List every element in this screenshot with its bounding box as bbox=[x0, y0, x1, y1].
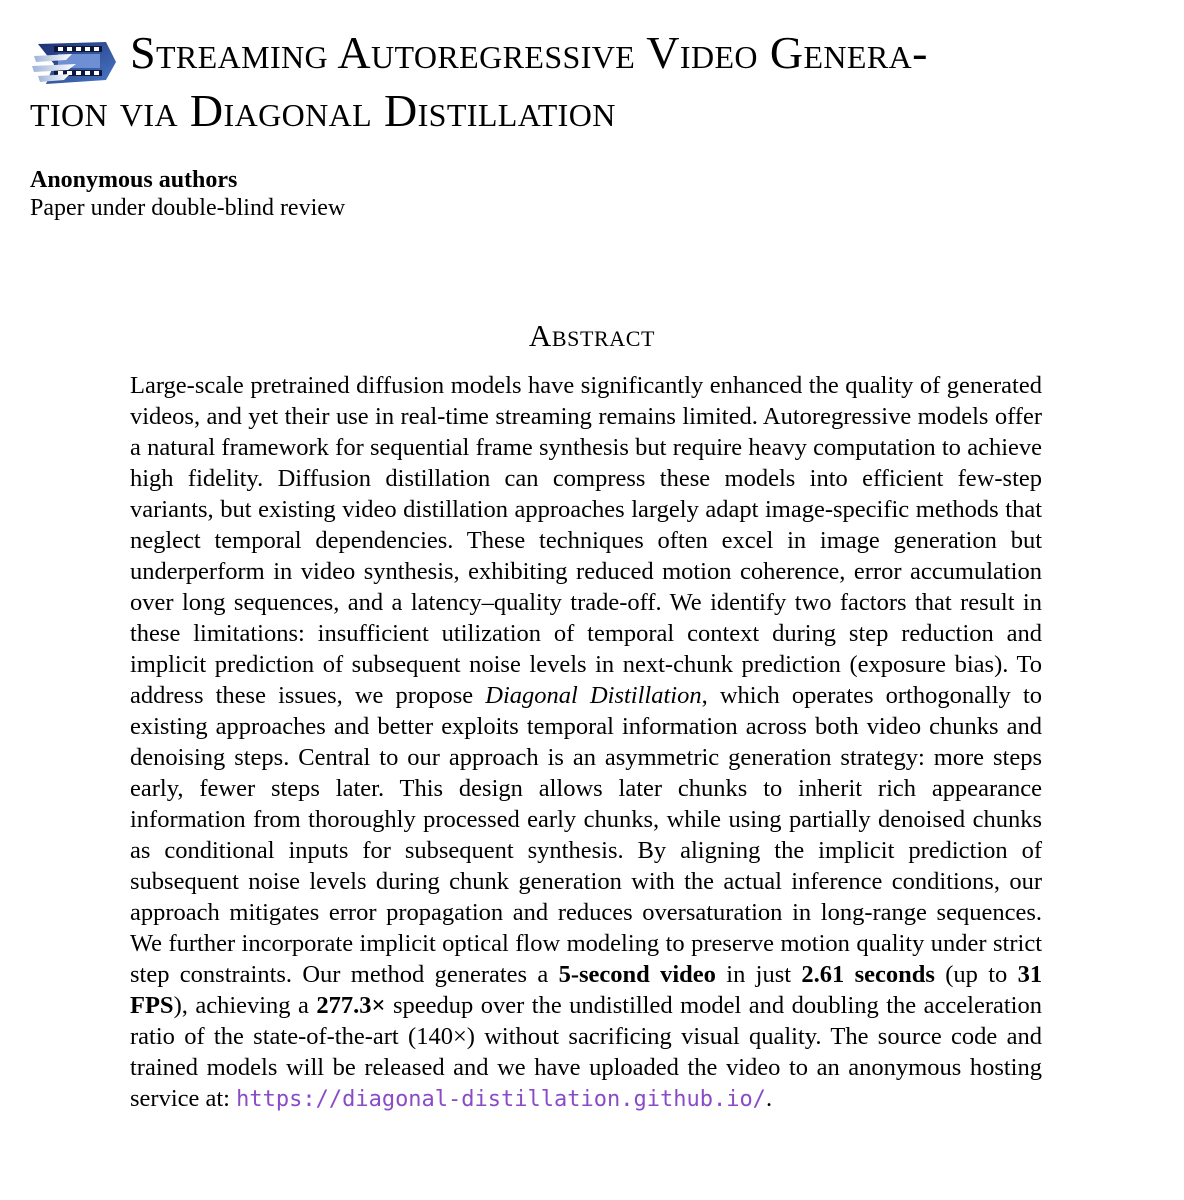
title-block bbox=[30, 24, 1160, 140]
abstract-text-7: . bbox=[765, 1085, 773, 1112]
generation-time: 2.61 seconds bbox=[801, 961, 935, 988]
fps-value: 31 FPS bbox=[130, 961, 1043, 1019]
abstract-text-6: speedup over the undistilled model and doubling the acceleration ratio of the state-of-the-art (140×) without sacrificing visual quality. The source code and trained models will be released and we have uploaded the video to an anonymous hosting service at: bbox=[130, 992, 1042, 1112]
abstract-text-4: (up to bbox=[945, 961, 1008, 988]
title-line-2: tion via Diagonal Distillation bbox=[30, 85, 616, 136]
video-length: 5-second video bbox=[558, 961, 716, 988]
project-url-link[interactable]: https://diagonal-distillation.github.io/ bbox=[236, 1087, 766, 1112]
abstract-body bbox=[130, 370, 1042, 1115]
paper-title bbox=[30, 24, 1160, 140]
abstract-text-5: ), achieving a bbox=[173, 992, 309, 1019]
abstract-heading: Abstract bbox=[528, 318, 656, 353]
method-name: Diagonal Distillation bbox=[485, 682, 702, 709]
author-names: Anonymous authors bbox=[30, 167, 238, 193]
title-line-1: Streaming Autoregressive Video Genera- bbox=[130, 27, 928, 78]
review-note: Paper under double-blind review bbox=[30, 195, 346, 221]
film-strip-logo-icon bbox=[32, 34, 120, 90]
abstract-text-3: in just bbox=[726, 961, 792, 988]
abstract-text-2: , which operates orthogonally to existing approaches and better exploits temporal information across both video chunks and denoising steps. Central to our approach is an asymmetric generation strategy: more steps early, fewer steps later. This design allows later chunks to inherit rich appearance information from thoroughly processed early chunks, while using partially denoised chunks as conditional inputs for subsequent synthesis. By aligning the implicit prediction of subsequent noise levels during chunk generation with the actual inference conditions, our approach mitigates error propagation and reduces oversaturation in long-range sequences. We further incorporate implicit optical flow modeling to preserve motion quality under strict step constraints. Our method generates a bbox=[130, 682, 1042, 988]
abstract-text-1: Large-scale pretrained diffusion models have significantly enhanced the quality of generated videos, and yet their use in real-time streaming remains limited. Autoregressive models offer a natural framework for sequential frame synthesis but require heavy computation to achieve high fidelity. Diffusion distillation can compress these models into efficient few-step variants, but existing video distillation approaches largely adapt image-specific methods that neglect temporal dependencies. These techniques often excel in image generation but underperform in video synthesis, exhibiting reduced motion coherence, error accumulation over long sequences, and a latency–quality trade-off. We identify two factors that result in these limitations: insufficient utilization of temporal context during step reduction and implicit prediction of subsequent noise levels in next-chunk prediction (exposure bias). To address these issues, we propose bbox=[130, 372, 1042, 709]
author-block bbox=[30, 166, 345, 222]
speedup-value: 277.3× bbox=[316, 992, 386, 1019]
